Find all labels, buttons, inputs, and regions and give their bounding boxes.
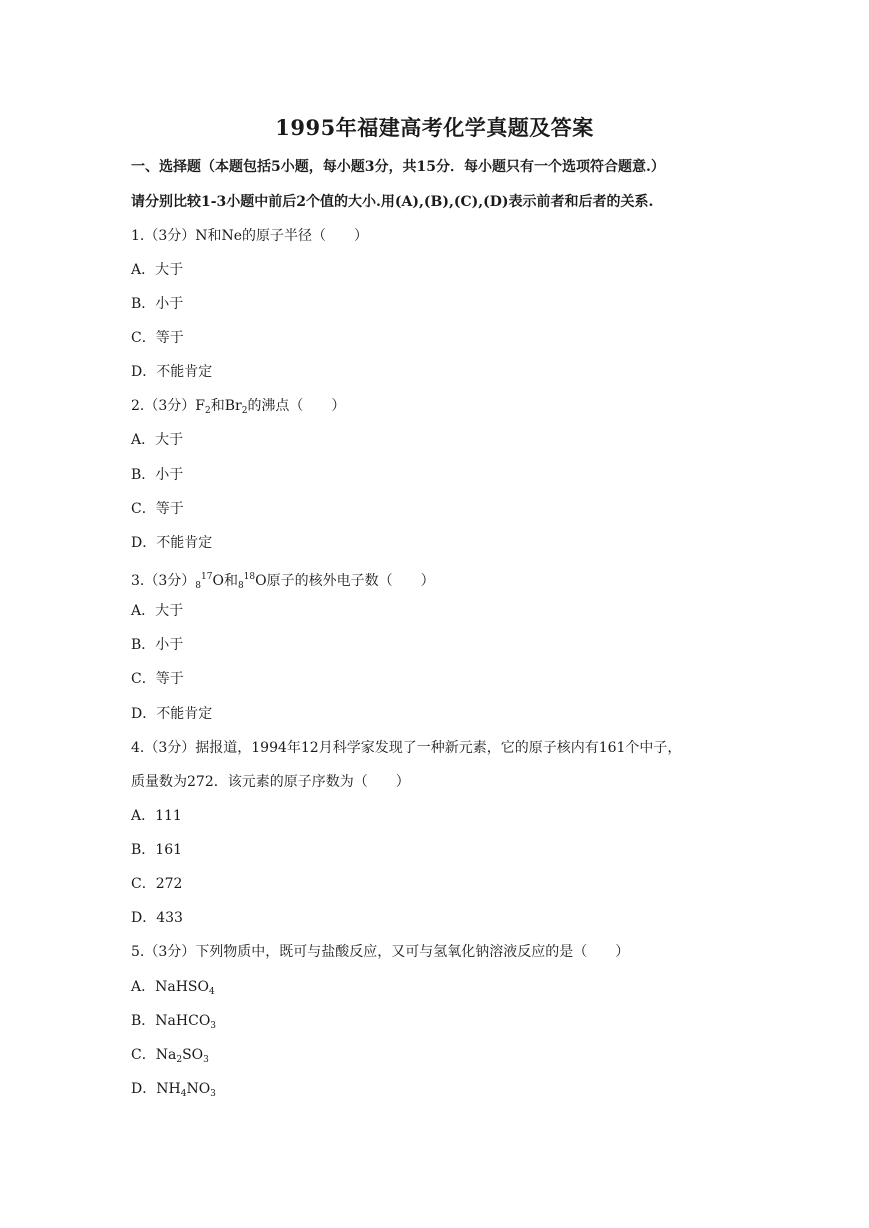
question-5-option-c: C．$Na_2SO_3$ (131, 1047, 209, 1065)
formula-f2: $F_2$ (195, 398, 211, 416)
formula-br2: $Br_2$ (224, 398, 248, 416)
question-1-option-b: B．小于 (131, 296, 184, 312)
question-5-stem: 5.（3分）下列物质中，既可与盐酸反应，又可与氢氧化钠溶液反应的是（ ） (131, 944, 630, 960)
question-4-option-d: D．433 (131, 910, 183, 926)
page-title: 1995年福建高考化学真题及答案 (275, 115, 594, 140)
question-1-option-d: D．不能肯定 (131, 364, 213, 380)
question-2-option-d: D．不能肯定 (131, 535, 213, 551)
question-3-option-c: C．等于 (131, 671, 184, 687)
question-2-prefix: 2.（3分） (131, 398, 196, 414)
question-5-option-a: A．NaHSO$_4$ (131, 979, 215, 997)
section-heading: 一、选择题（本题包括5小题，每小题3分，共15分．每小题只有一个选项符合题意.） (131, 159, 665, 175)
question-3-prefix: 3.（3分） (131, 573, 196, 589)
question-1-stem: 1.（3分）N和Ne的原子半径（ ） (131, 228, 369, 244)
question-4-option-b: B．161 (131, 842, 183, 858)
question-1-option-a: A．大于 (131, 262, 184, 278)
question-3-option-b: B．小于 (131, 637, 184, 653)
question-5-option-b: B．NaHCO$_3$ (131, 1013, 217, 1031)
isotope-o17: $_8^{17}$O (195, 572, 224, 591)
question-3-stem: 3.（3分）$_8^{17}O$和$_8^{18}$O原子的核外电子数（ ） (131, 568, 435, 595)
question-4-option-a: A．111 (131, 808, 182, 824)
question-3-option-a: A．大于 (131, 603, 184, 619)
question-2-option-c: C．等于 (131, 501, 184, 517)
question-1-option-c: C．等于 (131, 330, 184, 346)
question-5-option-d: D．$NH_4NO_3$ (131, 1081, 216, 1099)
question-2-option-b: B．小于 (131, 467, 184, 483)
section-instruction: 请分别比较1-3小题中前后2个值的大小.用(A),(B),(C),(D)表示前者和后者的关系. (131, 194, 654, 210)
isotope-o18: $_8^{18}$O (237, 572, 267, 591)
question-4-stem-line-1: 4.（3分）据报道，1994年12月科学家发现了一种新元素，它的原子核内有161个中子， (131, 740, 682, 756)
question-3-option-d: D．不能肯定 (131, 706, 213, 722)
question-2-option-a: A．大于 (131, 432, 184, 448)
question-4-stem-line-2: 质量数为272．该元素的原子序数为（ ） (131, 774, 410, 790)
question-2-stem: 2.（3分）$F_2$和$Br_2$的沸点（ ） (131, 398, 346, 416)
question-4-option-c: C．272 (131, 876, 183, 892)
